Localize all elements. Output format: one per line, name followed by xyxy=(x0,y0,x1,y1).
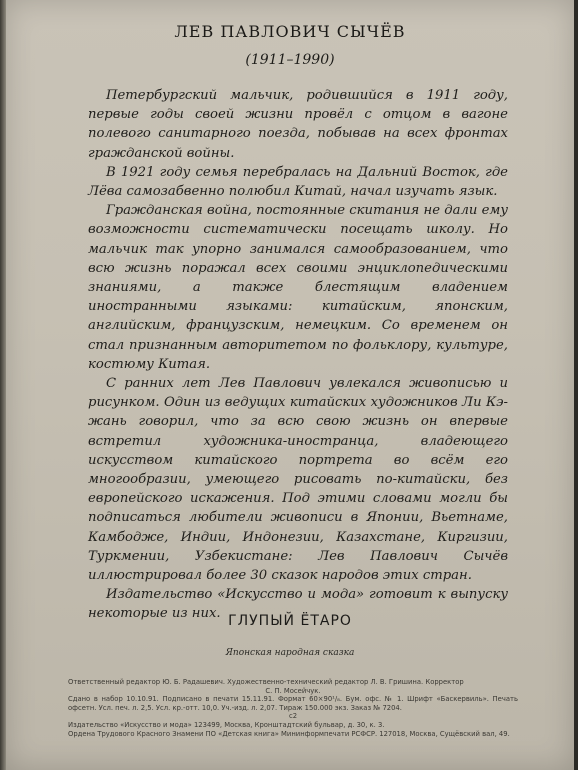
story-title: ГЛУПЫЙ ЁТАРО xyxy=(228,613,352,629)
imprint-print-details: Сдано в набор 10.10.91. Подписано в печати 15.11.91. Формат 60×90¹/₈. Бум. офс. № 1. Шрифт «Баскервиль». Печать офсетн. Усл. печ. л. 2,5. Усл. кр.-отт. 10,0. Уч.-изд. л. 2,07. Тираж 150.000 экз. Заказ № 7204. xyxy=(68,695,518,712)
imprint-block xyxy=(68,678,518,738)
imprint-publisher: Издательство «Искусство и мода» 123499, Москва, Кронштадтский бульвар, д. 30, к. 3. xyxy=(68,720,385,729)
bio-paragraph: Петербургский мальчик, родившийся в 1911 году, первые годы своей жизни провёл с отцом в вагоне полевого санитарного поезда, побывав на всех фронтах гражданской войны. xyxy=(88,88,508,161)
story-subtitle: Японская народная сказка xyxy=(225,648,355,658)
author-biography xyxy=(88,86,508,624)
imprint-proofreader: С. П. Мосейчук. xyxy=(265,686,321,695)
book-page xyxy=(6,0,574,770)
page-edge-shadow xyxy=(0,0,6,770)
imprint-page-mark: с2 xyxy=(288,712,298,721)
bio-paragraph: В 1921 году семья перебралась на Дальний Восток, где Лёва самозабвенно полюбил Китай, начал изучать язык. xyxy=(88,164,508,200)
bio-paragraph: Гражданская война, постоянные скитания не дали ему возможности систематически посещать школу. Но мальчик так упорно занимался самообразованием, что всю жизнь поражал всех своими энциклопедическими знаниями, а также блестящим владением иностранными языками: китайским, японским, английским, французским, немецким. Со временем он стал признанным авторитетом по фольклору, культуре, костюму Китая. xyxy=(88,203,508,372)
author-years: (1911–1990) xyxy=(245,52,335,68)
bio-paragraph: Издательство «Искусство и мода» готовит к выпуску некоторые из них. xyxy=(88,587,508,622)
author-name: ЛЕВ ПАВЛОВИЧ СЫЧЁВ xyxy=(174,22,406,41)
imprint-printer: Ордена Трудового Красного Знамени ПО «Детская книга» Мининформпечати РСФСР. 127018, Москва, Сущёвский вал, 49. xyxy=(68,729,510,738)
bio-paragraph: С ранних лет Лев Павлович увлекался живописью и рисунком. Один из ведущих китайских художников Ли Кэ-жань говорил, что за всю свою жизнь он впервые встретил художника-иностранца, владеющего искусством китайского портрета во всём его многообразии, умеющего рисовать по-китайски, без европейского искажения. Под этими словами могли бы подписаться любители живописи в Японии, Вьетнаме, Камбодже, Индии, Индонезии, Казахстане, Киргизии, Туркмении, Узбекистане: Лев Павлович Сычёв иллюстрировал более 30 сказок народов этих стран. xyxy=(88,376,508,584)
imprint-editors: Ответственный редактор Ю. Б. Радашевич. Художественно-технический редактор Л. В. Гришина. Корректор xyxy=(68,678,464,686)
